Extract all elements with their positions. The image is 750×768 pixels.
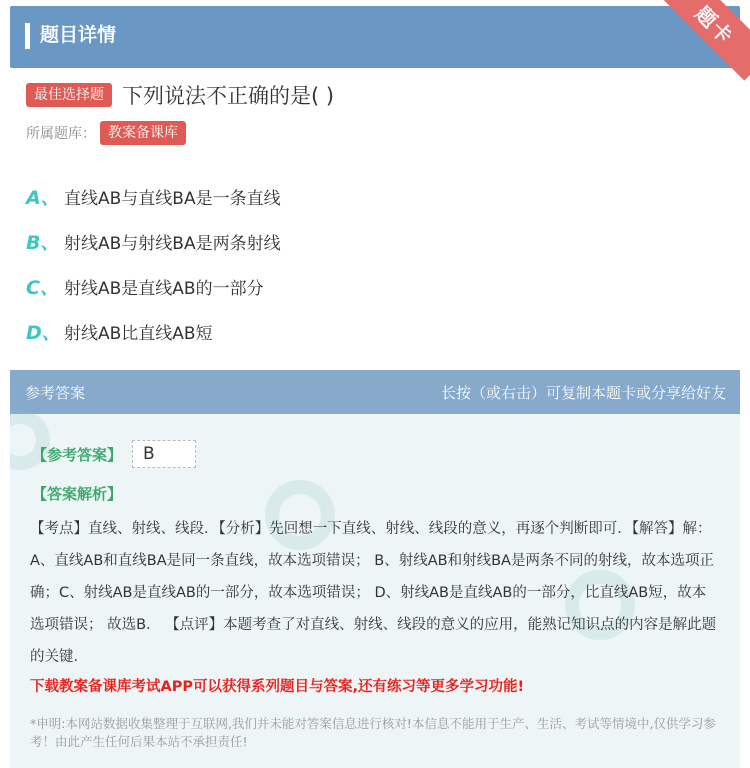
option-a[interactable] bbox=[26, 174, 281, 219]
option-letter: B、 bbox=[26, 232, 60, 254]
question-type-tag: 最佳选择题 bbox=[26, 83, 112, 107]
option-letter: A、 bbox=[26, 187, 60, 209]
answer-section bbox=[10, 370, 740, 768]
option-d[interactable] bbox=[26, 309, 281, 354]
bank-name-tag[interactable]: 教案备课库 bbox=[100, 121, 186, 145]
analysis-text: 【考点】直线、射线、线段．【分析】先回想一下直线、射线、线段的意义，再逐个判断即可．【解答】解：A、直线AB和直线BA是同一条直线，故本选项错误； B、射线AB和射线BA是两条不同的射线，故本选项正确；C、射线AB是直线AB的一部分，故本选项错误； D、射线AB是直线AB的一部分，比直线AB短，故本选项错误； 故选B． 【点评】本题考查了对直线、射线、线段的意义的应用，能熟记知识点的内容是解此题的关键． bbox=[30, 521, 717, 665]
corner-label: 题卡 bbox=[690, 1, 739, 50]
disclaimer: *申明:本网站数据收集整理于互联网,我们并未能对答案信息进行核对!本信息不能用于生产、生活、考试等情境中,仅供学习参考！由此产生任何后果本站不承担责任! bbox=[30, 716, 716, 749]
question-bank bbox=[26, 121, 186, 145]
bank-label: 所属题库： bbox=[26, 126, 96, 142]
option-c[interactable] bbox=[26, 264, 281, 309]
answer-row bbox=[32, 440, 196, 468]
question-text: 下列说法不正确的是( ) bbox=[122, 84, 335, 108]
option-text: 射线AB与射线BA是两条射线 bbox=[64, 234, 281, 254]
page-title: 题目详情 bbox=[40, 24, 117, 46]
option-text: 射线AB比直线AB短 bbox=[64, 324, 213, 344]
option-text: 直线AB与直线BA是一条直线 bbox=[64, 189, 281, 209]
answer-label: 【参考答案】 bbox=[32, 445, 123, 464]
answer-value: B bbox=[132, 440, 196, 468]
question-line bbox=[26, 80, 334, 110]
option-text: 射线AB是直线AB的一部分 bbox=[64, 279, 264, 299]
options-list bbox=[26, 174, 281, 354]
analysis-label: 【答案解析】 bbox=[32, 485, 123, 503]
page-header bbox=[10, 6, 740, 68]
answer-header-title: 参考答案 bbox=[25, 384, 86, 402]
app-promo-link[interactable]: 下载教案备课库考试APP可以获得系列题目与答案,还有练习等更多学习功能! bbox=[30, 679, 525, 695]
option-b[interactable] bbox=[26, 219, 281, 264]
header-accent-bar bbox=[25, 23, 30, 49]
corner-ribbon bbox=[650, 0, 750, 95]
answer-header bbox=[10, 370, 740, 414]
option-letter: D、 bbox=[26, 322, 61, 344]
option-letter: C、 bbox=[26, 277, 59, 299]
share-hint: 长按（或右击）可复制本题卡或分享给好友 bbox=[440, 384, 726, 402]
